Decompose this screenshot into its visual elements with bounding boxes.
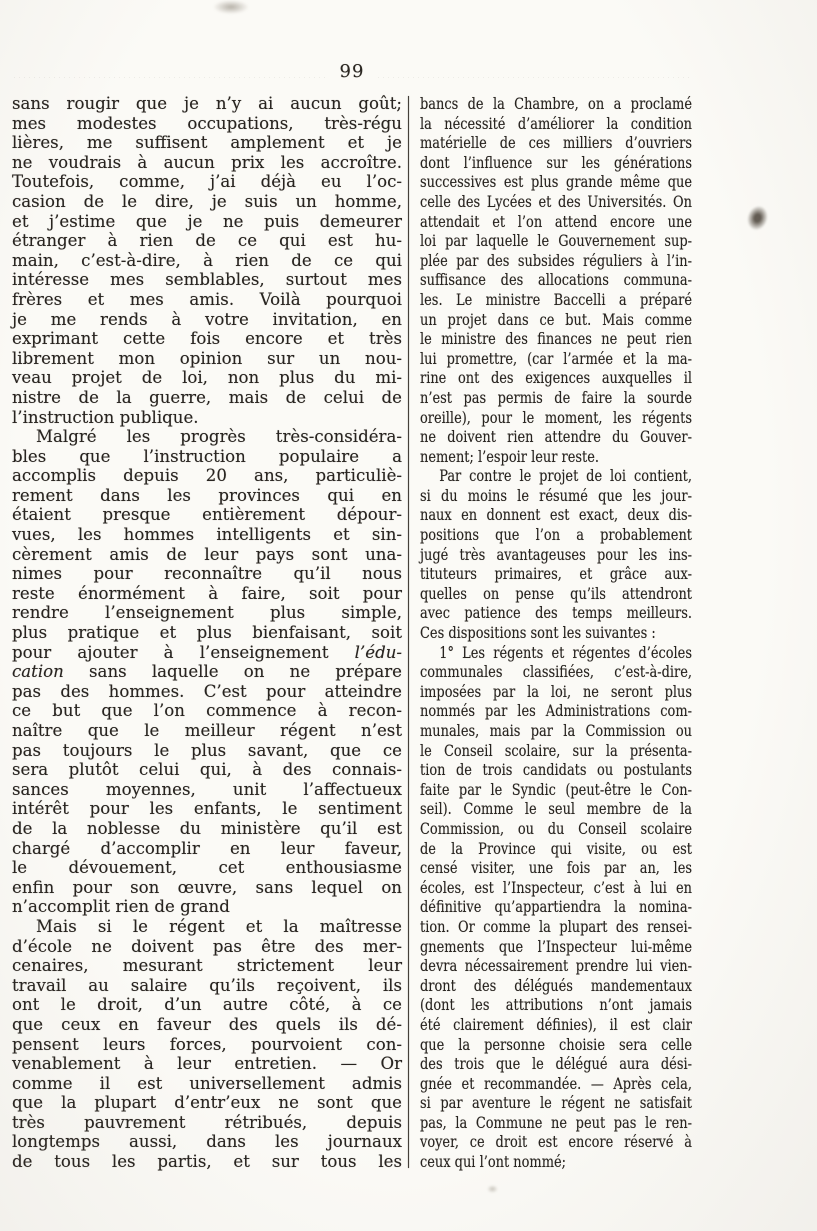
text-line: vues, les hommes intelligents et sin- <box>12 525 402 545</box>
text-line: mes modestes occupations, très-régu <box>12 113 402 133</box>
text-line: Par contre le projet de loi contient, <box>439 466 692 486</box>
text-line: définitive qu’appartiendra la nomina- <box>420 897 692 917</box>
text-line: sera plutôt celui qui, à des connais- <box>12 760 402 780</box>
text-line: celle des Lycées et des Universités. On <box>420 191 692 211</box>
text-line: le Conseil scolaire, sur la présenta- <box>420 740 692 760</box>
text-line: de tous les partis, et sur tous les <box>12 1152 402 1172</box>
text-line: nimes pour reconnaître qu’il nous <box>12 564 402 584</box>
text-line: imposées par la loi, ne seront plus <box>420 681 692 701</box>
text-line: rendre l’enseignement plus simple, <box>12 603 402 623</box>
text-line: main, c’est-à-dire, à rien de ce qui <box>12 250 402 270</box>
text-line: sances moyennes, unit l’affectueux <box>12 779 402 799</box>
text-line: cèrement amis de leur pays sont una- <box>12 544 402 564</box>
text-line: avec patience des temps meilleurs. <box>420 603 692 623</box>
paragraph <box>12 917 402 1172</box>
text-line: nistre de la guerre, mais de celui de <box>12 387 402 407</box>
text-line: plus pratique et plus bienfaisant, soit <box>12 623 402 643</box>
text-line: n’est pas permis de faire la sourde <box>420 387 692 407</box>
text-line: et j’estime que je ne puis demeurer <box>12 211 402 231</box>
text-line: faite par le Syndic (peut-être le Con- <box>420 779 692 799</box>
text-line: Toutefois, comme, j’ai déjà eu l’oc- <box>12 172 402 192</box>
text-line: ceux qui l’ont nommé; <box>420 1152 567 1172</box>
right-column <box>420 94 692 1172</box>
text-line: étaient presque entièrement dépour- <box>12 505 402 525</box>
text-line: bles que l’instruction populaire a <box>12 446 402 466</box>
text-line: sans rougir que je n’y ai aucun goût; <box>12 94 402 113</box>
text-line: rine ont des exigences auxquelles il <box>420 368 692 388</box>
text-line: que la plupart d’entr’eux ne sont que <box>12 1093 402 1113</box>
text-line: si par aventure le régent ne satisfait <box>420 1093 692 1113</box>
text-line: successives est plus grande même que <box>420 172 692 192</box>
text-line: quelles on pense qu’ils attendront <box>420 583 692 603</box>
text-line: communales classifiées, c’est-à-dire, <box>420 662 692 682</box>
text-line: ne doivent rien attendre du Gouver- <box>420 427 692 447</box>
text-line: tion. Or comme la plupart des rensei- <box>420 916 692 936</box>
text-line: Mais si le régent et la maîtresse <box>36 916 402 936</box>
text-line: jugé très avantageuses pour les ins- <box>420 544 692 564</box>
text-line: loi par laquelle le Gouvernement sup- <box>420 231 692 251</box>
text-line: lières, me suffisent amplement et je <box>12 133 402 153</box>
text-line: un projet dans ce but. Mais comme <box>420 309 692 329</box>
text-line: seil). Comme le seul membre de la <box>420 799 692 819</box>
text-line: n’accomplit rien de grand <box>12 897 230 917</box>
text-line: enfin pour son œuvre, sans lequel on <box>12 877 402 897</box>
text-line: suffisance des allocations communa- <box>420 270 692 290</box>
text-line: si du moins le résumé que les jour- <box>420 485 692 505</box>
text-line: de la noblesse du ministère qu’il est <box>12 818 402 838</box>
text-line: d’école ne doivent pas être des mer- <box>12 936 402 956</box>
text-line: comme il est universellement admis <box>12 1073 402 1093</box>
text-line: chargé d’accomplir en leur faveur, <box>12 838 402 858</box>
text-line: munales, mais par la Commission ou <box>420 721 692 740</box>
text-line: Malgré les progrès très-considéra- <box>36 427 402 447</box>
text-line: tituteurs primaires, et grâce aux- <box>420 564 692 584</box>
text-line: frères et mes amis. Voilà pourquoi <box>12 289 402 309</box>
text-line: l’instruction publique. <box>12 407 199 427</box>
text-line: pour ajouter à l’enseignement l’édu- <box>12 642 402 662</box>
text-line: rement dans les provinces qui en <box>12 485 402 505</box>
text-line: de la Province qui visite, ou est <box>420 838 692 858</box>
text-line: pas toujours le plus savant, que ce <box>12 740 402 760</box>
text-line: ne voudrais à aucun prix les accroître. <box>12 152 402 172</box>
text-line: naux en donnent est exact, deux dis- <box>420 505 692 525</box>
wavy-rule-left <box>12 69 328 78</box>
text-line: ce but que l’on commence à recon- <box>12 701 402 721</box>
text-line: casion de le dire, je suis un homme, <box>12 191 402 211</box>
text-line: intéresse mes semblables, surtout mes <box>12 270 402 290</box>
text-line: des trois que le délégué aura dési- <box>420 1054 692 1074</box>
ink-smudge <box>743 202 771 233</box>
text-line: oreille), pour le moment, les régents <box>420 407 692 427</box>
text-line: 1° Les régents et régentes d’écoles <box>439 642 692 662</box>
text-line: pas, la Commune ne peut pas le ren- <box>420 1112 692 1132</box>
column-divider <box>408 96 409 1168</box>
text-line: pensent leurs forces, pourvoient con- <box>12 1034 402 1054</box>
ink-smudge <box>487 1185 498 1193</box>
text-line: venablement à leur entretien. — Or <box>12 1054 402 1074</box>
page-header <box>12 60 692 84</box>
text-line: accomplis depuis 20 ans, particuliè- <box>12 466 402 486</box>
text-line: cenaires, mesurant strictement leur <box>12 956 402 976</box>
text-line: longtemps aussi, dans les journaux <box>12 1132 402 1152</box>
text-line: (dont les attributions n’ont jamais <box>420 995 692 1015</box>
text-line: nement; l’espoir leur reste. <box>420 446 600 466</box>
text-line: censé visiter, une fois par an, les <box>420 858 692 878</box>
text-line: les. Le ministre Baccelli a préparé <box>420 289 692 309</box>
text-line: plée par des subsides réguliers à l’in- <box>420 250 692 270</box>
text-line: nommés par les Administrations com- <box>420 701 692 721</box>
text-line: intérêt pour les enfants, le sentiment <box>12 799 402 819</box>
text-line: été clairement définies), il est clair <box>420 1014 692 1034</box>
paragraph <box>12 427 402 917</box>
page-number: 99 <box>339 61 365 82</box>
text-line: dront des délégués mandementaux <box>420 975 692 995</box>
text-line: tion de trois candidats ou postulants <box>420 760 692 780</box>
text-line: dont l’influence sur les générations <box>420 152 692 172</box>
text-line: la nécessité d’améliorer la condition <box>420 113 692 133</box>
text-line: devra nécessairement prendre lui vien- <box>420 956 692 976</box>
text-line: Ces dispositions sont les suivantes : <box>420 623 656 643</box>
text-line: gnée et recommandée. — Après cela, <box>420 1073 692 1093</box>
text-line: étranger à rien de ce qui est hu- <box>12 231 402 251</box>
text-line: positions que l’on a probablement <box>420 525 692 545</box>
text-line: voyer, ce droit est encore réservé à <box>420 1132 692 1152</box>
paragraph <box>12 94 402 427</box>
wavy-rule-right <box>376 69 692 78</box>
text-line: que la personne choisie sera celle <box>420 1034 692 1054</box>
text-line: exprimant cette fois encore et très <box>12 329 402 349</box>
text-line: matérielle de ces milliers d’ouvriers <box>420 133 692 153</box>
text-line: que ceux en faveur des quels ils dé- <box>12 1014 402 1034</box>
text-line: gnements que l’Inspecteur lui-même <box>420 936 692 956</box>
text-line: le ministre des finances ne peut rien <box>420 329 692 349</box>
left-column <box>12 94 402 1172</box>
paragraph <box>420 94 692 466</box>
ink-smudge <box>213 0 249 14</box>
text-line: pas des hommes. C’est pour atteindre <box>12 681 402 701</box>
text-line: veau projet de loi, non plus du mi- <box>12 368 402 388</box>
paragraph <box>420 466 692 642</box>
text-line: librement mon opinion sur un nou- <box>12 348 402 368</box>
paragraph <box>420 643 692 1172</box>
text-line: je me rends à votre invitation, en <box>12 309 402 329</box>
text-line: bancs de la Chambre, on a proclamé <box>420 94 692 113</box>
text-line: naître que le meilleur régent n’est <box>12 721 402 740</box>
text-line: très pauvrement rétribués, depuis <box>12 1112 402 1132</box>
text-line: travail au salaire qu’ils reçoivent, ils <box>12 975 402 995</box>
text-line: ont le droit, d’un autre côté, à ce <box>12 995 402 1015</box>
text-line: cation sans laquelle on ne prépare <box>12 662 402 682</box>
text-line: Commission, ou du Conseil scolaire <box>420 818 692 838</box>
text-line: écoles, est l’Inspecteur, c’est à lui en <box>420 877 692 897</box>
text-line: attendait et l’on attend encore une <box>420 211 692 231</box>
text-line: le dévouement, cet enthousiasme <box>12 858 402 878</box>
text-line: lui promettre, (car l’armée et la ma- <box>420 348 692 368</box>
text-line: reste énormément à faire, soit pour <box>12 583 402 603</box>
